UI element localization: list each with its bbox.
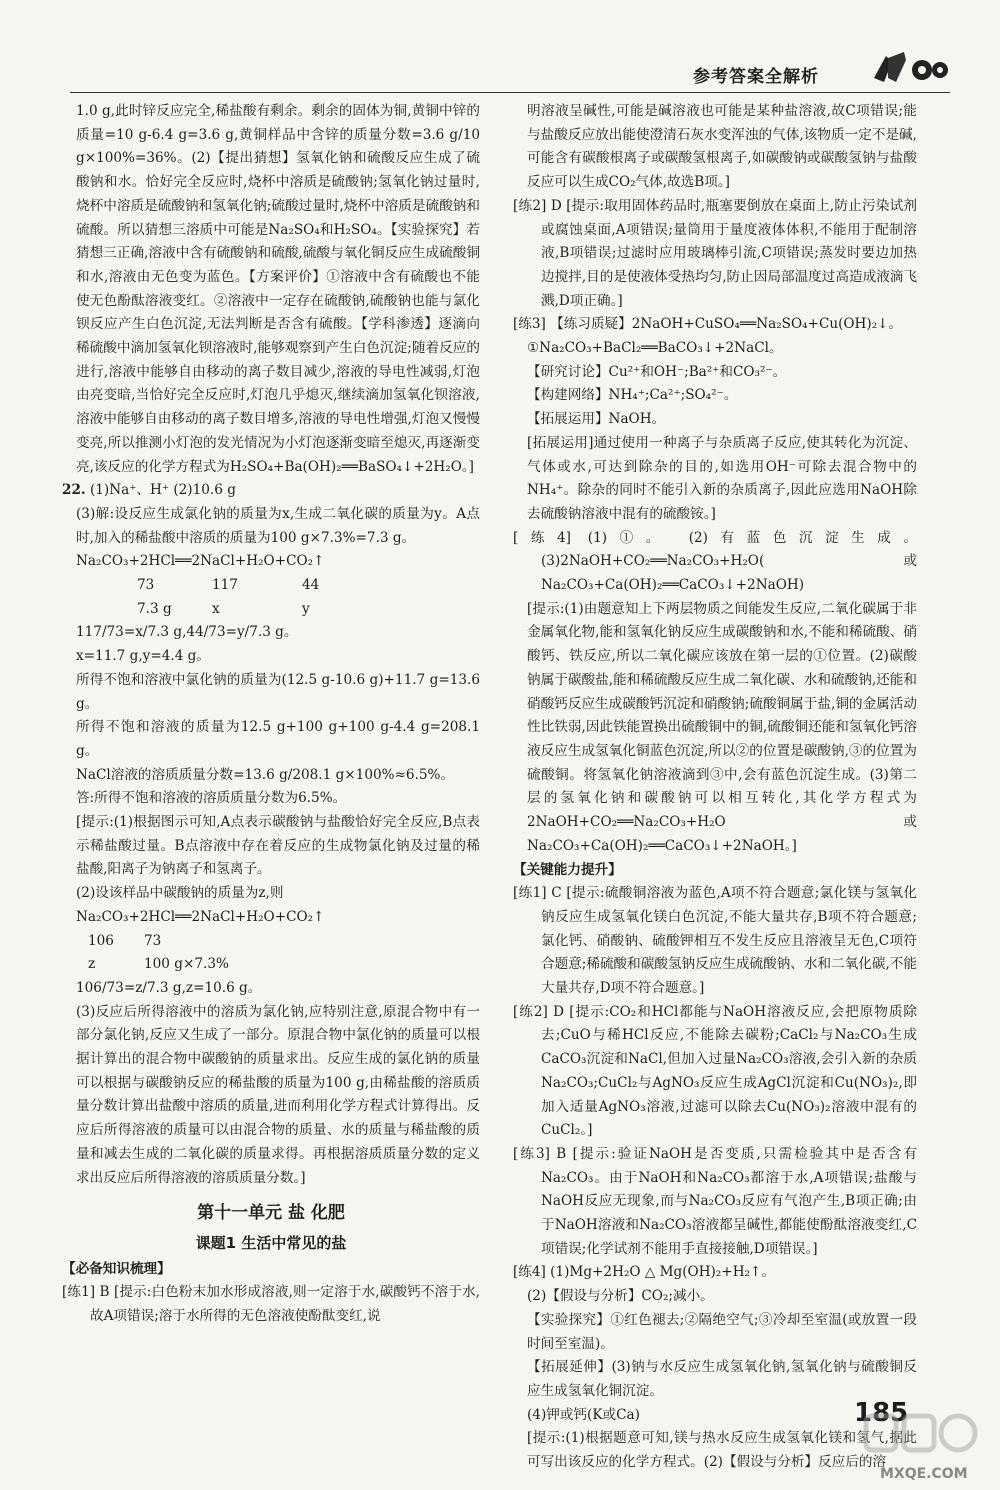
exercise-3-d: 【构建网络】NH₄⁺;Ca²⁺;SO₄²⁻。 bbox=[527, 387, 738, 404]
eq1-value: y bbox=[302, 600, 310, 617]
question-22-number: 22. bbox=[62, 482, 86, 499]
exercise-1: [练1] B [提示:白色粉末加水形成溶液,则一定溶于水,碳酸钙不溶于水,故A项错误;溶于水所得的无色溶液使酚酞变红,说 bbox=[62, 1284, 480, 1325]
eq2-value: 106 bbox=[88, 932, 114, 949]
key-exercise-1: [练1] C [提示:硫酸铜溶液为蓝色,A项不符合题意;氯化镁与氢氧化钠反应生成氢氧化镁白色沉淀,不能大量共存,B项不符合题意;氯化钙、硝酸钠、硫酸钾相互不发生反应且溶液呈无色,C项符合题意;稀硫酸和碳酸氢钠反应生成硫酸钠、水和二氧化碳,不能大量共存,D项不符合题意。] bbox=[513, 885, 917, 997]
key-exercise-4-d: 【拓展延伸】(3)钠与水反应生成氢氧化钠,氢氧化钠与硫酸铜反应生成氢氧化铜沉淀。 bbox=[527, 1359, 917, 1399]
key-exercise-4-a: [练4] (1)Mg+2H₂O △ Mg(OH)₂+H₂↑。 bbox=[513, 1264, 775, 1281]
solution-21-continued: 1.0 g,此时锌反应完全,稀盐酸有剩余。剩余的固体为铜,黄铜中锌的质量=10 g-6.4 g=3.6 g,黄铜样品中含锌的质量分数=3.6 g/10 g×100%=36%。(2)【提出猜想】氢氧化钠和硫酸反应生成了硫酸钠和水。恰好完全反应时,烧杯中溶质是硫酸钠;氢氧化钠过量时,烧杯中溶质是硫酸钠和氢氧化钠;硫酸过量时,烧杯中溶质是硫酸钠和硫酸。所以猜想三溶质中可能是Na₂SO₄和H₂SO₄。【实验探究】若猜想三正确,溶液中含有硫酸钠和硫酸,硫酸与氧化铜反应生成硫酸铜和水,溶液由无色变为蓝色。【方案评价】①溶液中含有硫酸也不能使无色酚酞溶液变红。②溶液中一定存在硫酸钠,硫酸钠也能与氯化钡反应产生白色沉淀,无法判断是否含有硫酸。【学科渗透】逐滴向稀硫酸中滴加氢氧化钡溶液时,能够观察到产生白色沉淀;随着反应的进行,溶液中能够自由移动的离子数目减少,溶液的导电性减弱,灯泡由亮变暗,当恰好完全反应时,灯泡几乎熄灭,继续滴加氢氧化钡溶液,溶液中能够自由移动的离子数目增多,溶液的导电性增强,灯泡又慢慢变亮,所以推测小灯泡的发光情况为小灯泡逐渐变暗至熄灭,再逐渐变亮,该反应的化学方程式为H₂SO₄+Ba(OH)₂══BaSO₄↓+2H₂O。] bbox=[76, 103, 480, 475]
eq2-value: z bbox=[88, 956, 96, 973]
exercise-4-hint: [提示:(1)由题意知上下两层物质之间能发生反应,二氧化碳属于非金属氧化物,能和氢氧化钠反应生成碳酸钠和水,不能和稀硫酸、硝酸钙、铁反应,所以二氧化碳应该放在第一层的①位置。(2)碳酸钠属于碳酸盐,能和稀硫酸反应生成二氧化碳、水和硫酸钠,还能和硝酸钙反应生成碳酸钙沉淀和硝酸钠;硫酸铜属于盐,铜的金属活动性比铁弱,因此铁能置换出硫酸铜中的铜,硫酸铜还能和氢氧化钙溶液反应生成氢氧化铜蓝色沉淀,所以②的位置是碳酸钠,③的位置为硫酸铜。将氢氧化钠溶液滴到③中,会有蓝色沉淀生成。(3)第二层的氢氧化钠和碳酸钠可以相互转化,其化学方程式为2NaOH+CO₂══Na₂CO₃+H₂O或Na₂CO₃+Ca(OH)₂══CaCO₃↓+2NaOH。] bbox=[527, 600, 917, 854]
exercise-3-c: 【研究讨论】Cu²⁺和OH⁻;Ba²⁺和CO₃²⁻。 bbox=[527, 363, 787, 380]
header-title: 参考答案全解析 bbox=[693, 67, 819, 87]
mass-fraction: NaCl溶液的溶质质量分数=13.6 g/208.1 g×100%≈6.5%。 bbox=[76, 766, 455, 783]
equation-1-row-2 bbox=[62, 598, 480, 622]
eq2-value: 100 g×7.3% bbox=[144, 956, 229, 973]
left-column bbox=[62, 100, 480, 1329]
solution-1: x=11.7 g,y=4.4 g。 bbox=[76, 648, 210, 665]
eq1-value: x bbox=[212, 600, 220, 617]
exercise-4: [练4] (1)①。 (2)有蓝色沉淀生成。 (3)2NaOH+CO₂══Na₂CO₃+H₂O(或Na₂CO₃+Ca(OH)₂══CaCO₃↓+2NaOH) bbox=[513, 529, 917, 594]
header-rule bbox=[70, 92, 950, 93]
lesson-title: 课题1 生活中常见的盐 bbox=[195, 1233, 347, 1252]
exercise-1-continued: 明溶液呈碱性,可能是碱溶液也可能是某种盐溶液,故C项错误;能与盐酸反应放出能使澄清石灰水变浑浊的气体,该物质一定不是碱,可能含有碳酸根离子或碳酸氢根离子,如碳酸钠或碳酸氢钠与盐酸反应可以生成CO₂气体,故选B项。] bbox=[527, 103, 917, 191]
eq2-value: 73 bbox=[144, 932, 162, 949]
eq1-value: 117 bbox=[212, 577, 238, 594]
exercise-3-a: [练3] 【练习质疑】2NaOH+CuSO₄══Na₂SO₄+Cu(OH)₂↓。 bbox=[513, 316, 903, 333]
equation-1: Na₂CO₃+2HCl══2NaCl+H₂O+CO₂↑ bbox=[76, 553, 325, 570]
equation-2-row-1 bbox=[62, 930, 480, 954]
section-heading: 【必备知识梳理】 bbox=[62, 1260, 171, 1277]
hint-part-3: (3)反应后所得溶液中的溶质为氯化钠,应特别注意,原混合物中有一部分氯化钠,反应又生成了一部分。原混合物中氯化钠的质量可以根据计算出的混合物中碳酸钠的质量求出。反应生成的氯化钠的质量可以根据与碳酸钠反应的稀盐酸的质量为100 g,由稀盐酸的溶质质量分数计算出盐酸中溶质的质量,进而利用化学方程式计算得出。反应后所得溶液的质量可以由混合物的质量、水的质量与稀盐酸的质量和减去生成的二氧化碳的质量求得。再根据溶质质量分数的定义求出反应后所得溶液的溶质质量分数。] bbox=[76, 1003, 480, 1186]
solution-mass: 所得不饱和溶液的质量为12.5 g+100 g+100 g-4.4 g=208.1 g。 bbox=[76, 719, 480, 759]
unit-title: 第十一单元 盐 化肥 bbox=[197, 1203, 345, 1224]
q22-solution-intro: (3)解:设反应生成氯化钠的质量为x,生成二氧化碳的质量为y。A点时,加入的稀盐酸中溶质的质量为100 g×7.3%=7.3 g。 bbox=[76, 505, 480, 546]
hint-part-1: [提示:(1)根据图示可知,A点表示碳酸钠与盐酸恰好完全反应,B点表示稀盐酸过量。B点溶液中存在着反应的生成物氯化钠及过量的稀盐酸,阳离子为钠离子和氢离子。 bbox=[76, 814, 480, 878]
eq1-value: 44 bbox=[302, 577, 320, 594]
equation-2: Na₂CO₃+2HCl══2NaCl+H₂O+CO₂↑ bbox=[76, 908, 325, 925]
key-exercise-2: [练2] D [提示:CO₂和HCl都能与NaOH溶液反应,会把原物质除去;CuO与稀HCl反应,不能除去碳粉;CaCl₂与Na₂CO₃生成CaCO₃沉淀和NaCl,但加入过量Na₂CO₃溶液,会引入新的杂质Na₂CO₃;CuCl₂与AgNO₃反应生成AgCl沉淀和Cu(NO₃)₂,即加入适量AgNO₃溶液,过滤可以除去Cu(NO₃)₂溶液中混有的CuCl₂。] bbox=[513, 1003, 917, 1139]
key-exercise-3: [练3] B [提示:验证NaOH是否变质,只需检验其中是否含有Na₂CO₃。由于NaOH和Na₂CO₃都溶于水,A项错误;盐酸与NaOH反应无现象,而与Na₂CO₃反应有气泡产生,B项正确;由于NaOH溶液和Na₂CO₃溶液都呈碱性,都能使酚酞溶液变红,C项错误;化学试剂不能用手直接接触,D项错误。] bbox=[513, 1145, 917, 1257]
equation-2-row-2 bbox=[62, 953, 480, 977]
page-header bbox=[0, 0, 1000, 92]
answer-statement: 答:所得不饱和溶液的溶质质量分数为6.5%。 bbox=[76, 790, 347, 807]
key-exercise-4-f: [提示:(1)根据题意可知,镁与热水反应生成氢氧化镁和氢气,据此可写出该反应的化学方程式。(2)【假设与分析】反应后的溶 bbox=[527, 1430, 917, 1471]
jiaoyu-logo-icon bbox=[870, 48, 950, 90]
exercise-3-b: ①Na₂CO₃+BaCl₂══BaCO₃↓+2NaCl。 bbox=[527, 340, 783, 357]
q22-answers: (1)Na⁺、H⁺ (2)10.6 g bbox=[89, 482, 236, 499]
ratio-1: 117/73=x/7.3 g,44/73=y/7.3 g。 bbox=[76, 624, 298, 641]
exercise-3-e: 【拓展运用】NaOH。 bbox=[527, 411, 666, 428]
hint-part-2: (2)设该样品中碳酸钠的质量为z,则 bbox=[76, 885, 284, 902]
key-exercise-4-b: (2)【假设与分析】CO₂;减小。 bbox=[527, 1288, 714, 1305]
watermark-text: MXQE.COM bbox=[880, 1466, 968, 1482]
exercise-2: [练2] D [提示:取用固体药品时,瓶塞要倒放在桌面上,防止污染试剂或腐蚀桌面,A项错误;量筒用于量度液体体积,不能用于配制溶液,B项错误;过滤时应用玻璃棒引流,C项错误;蒸发时要边加热边搅拌,目的是使液体受热均匀,防止因局部温度过高造成液滴飞溅,D项正确。] bbox=[513, 197, 917, 309]
right-column bbox=[513, 100, 917, 1475]
key-exercise-4-c: 【实验探究】①红色褪去;②隔绝空气;③冷却至室温(或放置一段时间至室温)。 bbox=[527, 1311, 917, 1352]
section-heading-2: 【关键能力提升】 bbox=[513, 861, 622, 878]
eq1-value: 7.3 g bbox=[137, 600, 172, 617]
ratio-2: 106/73=z/7.3 g,z=10.6 g。 bbox=[76, 979, 262, 996]
eq1-value: 73 bbox=[137, 577, 155, 594]
sodium-chloride-mass: 所得不饱和溶液中氯化钠的质量为(12.5 g-10.6 g)+11.7 g=13.6 g。 bbox=[76, 671, 480, 712]
page-number: 185 bbox=[854, 1398, 909, 1428]
exercise-3-f: [拓展运用]通过使用一种离子与杂质离子反应,使其转化为沉淀、气体或水,可达到除杂的目的,如选用OH⁻可除去混合物中的NH₄⁺。除杂的同时不能引入新的杂质离子,因此应选用NaOH除去硫酸钠溶液中混有的硫酸铵。] bbox=[527, 434, 917, 522]
key-exercise-4-e: (4)钾或钙(K或Ca) bbox=[527, 1406, 640, 1423]
equation-1-row-1 bbox=[62, 574, 480, 598]
